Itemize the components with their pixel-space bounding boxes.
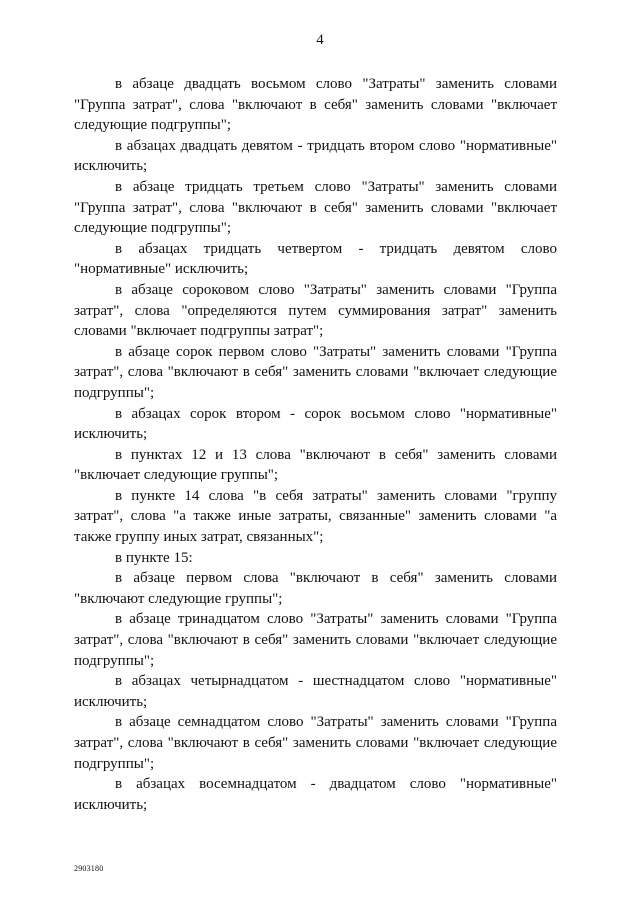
paragraph: в абзацах двадцать девятом - тридцать втором слово "нормативные" исключить; — [74, 137, 557, 175]
paragraph: в абзаце сороковом слово "Затраты" заменить словами "Группа затрат", слова "определяются путем суммирования затрат" заменить словами "включает подгруппы затрат"; — [74, 281, 557, 340]
paragraph: в абзаце семнадцатом слово "Затраты" заменить словами "Группа затрат", слова "включают в себя" заменить словами "включает следующие подгруппы"; — [74, 714, 557, 772]
paragraph: в абзаце тринадцатом слово "Затраты" заменить словами "Группа затрат", слова "включают в себя" заменить словами "включает следующие подгруппы"; — [74, 611, 557, 669]
paragraph: в абзацах сорок втором - сорок восьмом слово "нормативные" исключить; — [74, 405, 557, 443]
paragraph: в пункте 15: — [115, 549, 193, 566]
paragraph: в пункте 14 слова "в себя затраты" заменить словами "группу затрат", слова "а также иные затраты, связанные" заменить словами "а также группу иных затрат, связанных"; — [74, 487, 557, 546]
paragraph: в абзацах восемнадцатом - двадцатом слово "нормативные" исключить; — [74, 776, 557, 813]
paragraph: в абзацах тридцать четвертом - тридцать девятом слово "нормативные" исключить; — [74, 240, 557, 278]
paragraph: в абзаце сорок первом слово "Затраты" заменить словами "Группа затрат", слова "включают в себя" заменить словами "включает следующие подгруппы"; — [74, 343, 557, 401]
document-body — [74, 74, 557, 815]
paragraph: в абзаце первом слова "включают в себя" заменить словами "включают следующие группы"; — [74, 570, 557, 607]
document-code: 2903180 — [74, 864, 104, 873]
paragraph: в абзаце тридцать третьем слово "Затраты" заменить словами "Группа затрат", слова "включают в себя" заменить словами "включает следующие подгруппы"; — [74, 178, 557, 237]
paragraph: в пунктах 12 и 13 слова "включают в себя" заменить словами "включает следующие группы"; — [74, 446, 557, 484]
page-number: 4 — [316, 32, 324, 48]
paragraph: в абзаце двадцать восьмом слово "Затраты" заменить словами "Группа затрат", слова "включают в себя" заменить словами "включает следующие подгруппы"; — [74, 76, 557, 134]
paragraph: в абзацах четырнадцатом - шестнадцатом слово "нормативные" исключить; — [74, 673, 557, 710]
